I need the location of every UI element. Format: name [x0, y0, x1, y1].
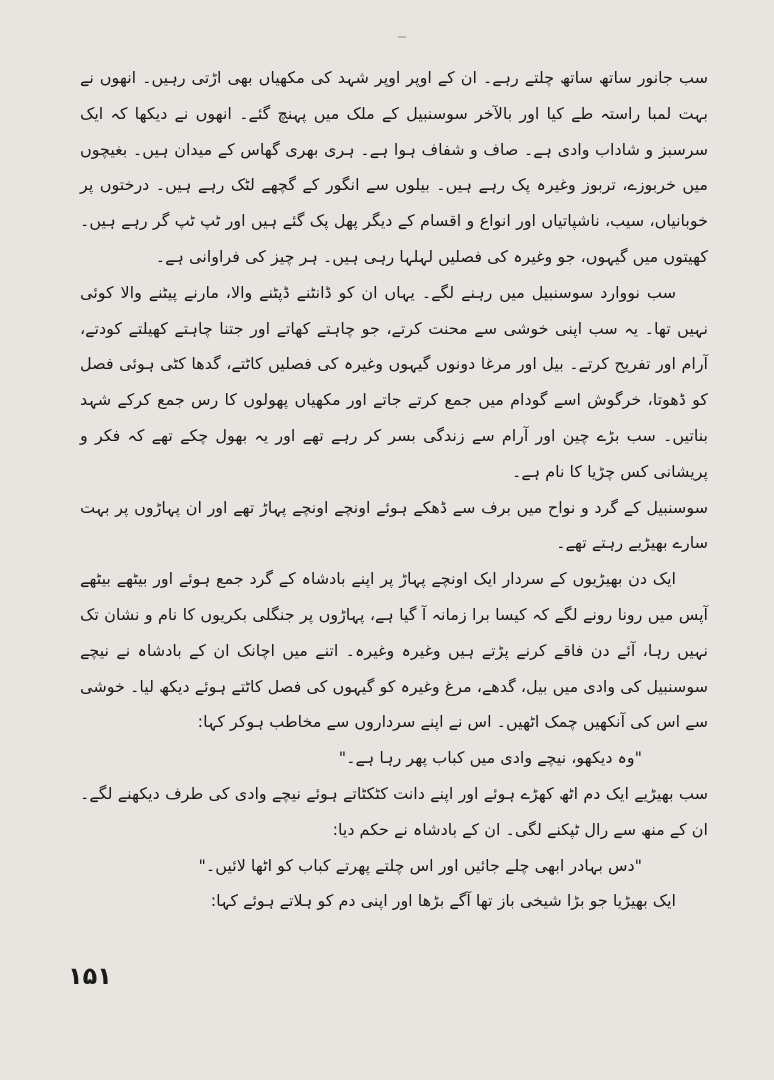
paragraph-wolf-council: ایک دن بھیڑیوں کے سردار ایک اونچے پہاڑ پر اپنے بادشاہ کے گرد جمع ہوئے اور بیٹھے بیٹھے آپس میں رونا رونے لگے کہ کیسا برا زمانہ آ گیا ہے، پہاڑوں پر جنگلی بکریوں کا نام و نشان تک نہیں رہا، آئے دن فاقے کرنے پڑتے ہیں وغیرہ وغیرہ۔ اتنے میں اچانک ان کے بادشاہ نے نیچے سوسنبیل کی وادی میں بیل، گدھے، مرغ وغیرہ کو گیہوں کی فصل کاٹتے ہوئے دیکھ لیا۔ خوشی سے اس کی آنکھیں چمک اٹھیں۔ اس نے اپنے سرداروں سے مخاطب ہوکر کہا:: [80, 569, 708, 732]
quote-king-order: "دس بہادر ابھی چلے جائیں اور اس چلتے پھرتے کباب کو اٹھا لائیں۔": [198, 855, 642, 875]
paragraph-life-in-valley: سب نووارد سوسنبیل میں رہنے لگے۔ یہاں ان کو ڈانٹنے ڈپٹنے والا، مارنے پیٹنے والا کوئی نہیں تھا۔ یہ سب اپنی خوشی سے محنت کرتے، جو چاہتے کھاتے اور جتنا چاہتے کھیلتے کودتے، آرام اور تفریح کرتے۔ بیل اور مرغا دونوں گیہوں وغیرہ کی فصلیں کاٹتے، گدھا کٹی ہوئی فصل کو ڈھوتا، خرگوش اسے گودام میں جمع کرتے جاتے اور مکھیاں پھولوں کا رس جمع کرکے شہد بناتیں۔ سب بڑے چین اور آرام سے زندگی بسر کر رہے تھے اور یہ بھول چکے تھے کہ فکر و پریشانی کس چڑیا کا نام ہے۔: [80, 282, 708, 481]
paragraph-boastful-wolf: ایک بھیڑیا جو بڑا شیخی باز تھا آگے بڑھا اور اپنی دم کو ہلاتے ہوئے کہا:: [210, 891, 676, 911]
page-text-body: [80, 60, 708, 919]
paragraph-mountains-wolves: سوسنبیل کے گرد و نواح میں برف سے ڈھکے ہوئے اونچے اونچے پہاڑ تھے اور ان پہاڑوں پر بہت سارے بھیڑیے رہتے تھے۔: [80, 497, 708, 553]
page-mark: [398, 36, 406, 44]
paragraph-animals-journey: سب جانور ساتھ ساتھ چلتے رہے۔ ان کے اوپر اوپر شہد کی مکھیاں بھی اڑتی رہیں۔ انھوں نے بہت لمبا راستہ طے کیا اور بالآخر سوسنبیل کے ملک میں پہنچ گئے۔ انھوں نے دیکھا کہ ایک سرسبز و شاداب وادی ہے۔ صاف و شفاف ہوا ہے۔ ہری بھری گھاس کے میدان ہیں۔ بغیچوں میں خربوزے، تربوز وغیرہ پک رہے ہیں۔ بیلوں سے انگور کے گچھے لٹک رہے ہیں۔ درختوں پر خوبانیاں، سیب، ناشپاتیاں اور انواع و اقسام کے دیگر پھل پک گئے ہیں اور ٹپ ٹپ گر رہے ہیں۔ کھیتوں میں گیہوں، جو وغیرہ کی فصلیں لہلہا رہی ہیں۔ ہر چیز کی فراوانی ہے۔: [80, 68, 708, 266]
quote-king-kebab: "وہ دیکھو، نیچے وادی میں کباب پھر رہا ہے۔": [338, 748, 642, 768]
page-number: ۱۵۱: [68, 962, 112, 990]
paragraph-wolves-rise: سب بھیڑیے ایک دم اٹھ کھڑے ہوئے اور اپنے دانت کٹکٹاتے ہوئے نیچے وادی کی طرف دیکھنے لگے۔ ان کے منھ سے رال ٹپکنے لگی۔ ان کے بادشاہ نے حکم دیا:: [80, 783, 708, 839]
